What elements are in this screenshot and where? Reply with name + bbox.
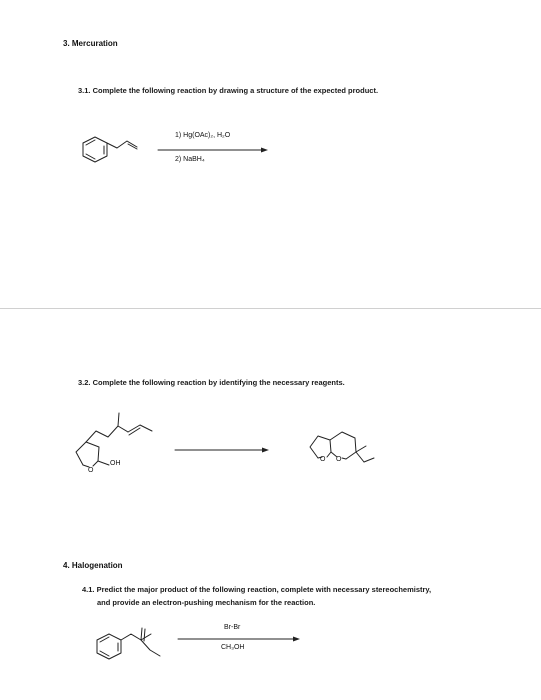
product-oxygen-label-1: O bbox=[320, 456, 326, 463]
reagent-4-1-below: CH₃OH bbox=[221, 644, 245, 651]
product-oxygen-label-2: O bbox=[336, 456, 342, 463]
reagent-4-1-above: Br-Br bbox=[224, 624, 241, 631]
ring-oxygen-label: O bbox=[88, 467, 94, 474]
question-3-2-text: 3.2. Complete the following reaction by identifying the necessary reagents. bbox=[78, 378, 345, 387]
hydroxyl-label: OH bbox=[110, 460, 121, 467]
question-3-1-text: 3.1. Complete the following reaction by drawing a structure of the expected product. bbox=[78, 86, 379, 95]
question-4-1-line-2: and provide an electron-pushing mechanism for the reaction. bbox=[97, 598, 316, 607]
section-3-heading: 3. Mercuration bbox=[63, 39, 118, 48]
section-4-heading: 4. Halogenation bbox=[63, 561, 123, 570]
reagent-3-1-above: 1) Hg(OAc)₂, H₂O bbox=[175, 132, 231, 139]
question-4-1-line-1: 4.1. Predict the major product of the following reaction, complete with necessary stereochemistry, bbox=[82, 585, 432, 594]
reagent-3-1-below: 2) NaBH₄ bbox=[175, 156, 205, 163]
